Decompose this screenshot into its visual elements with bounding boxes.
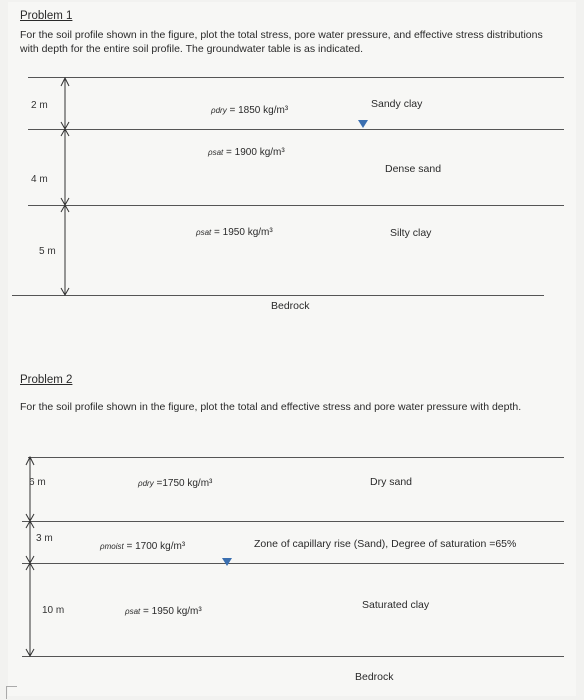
problem1-text: For the soil profile shown in the figure, plot the total stress, pore water pressure, and effective stress distributions with depth for the entire soil profile. The groundwater table is as indicated.: [20, 29, 543, 55]
p2-depth-1: 6 m: [29, 477, 46, 488]
p1-depth-3: 5 m: [39, 246, 56, 257]
p1-soil-3: Silty clay: [390, 227, 432, 239]
p2-density-2: ρmoist = 1700 kg/m³: [100, 541, 186, 552]
p1-density-2: ρsat = 1900 kg/m³: [208, 147, 285, 158]
p2-soil-2: Zone of capillary rise (Sand), Degree of saturation =65%: [254, 538, 517, 550]
problem1-heading: Problem 1: [20, 10, 73, 22]
p1-depth-1: 2 m: [31, 100, 48, 111]
p1-soil-1: Sandy clay: [371, 98, 423, 110]
p1-bedrock-label: Bedrock: [271, 300, 310, 312]
page-corner-mark: [6, 686, 17, 699]
p2-depth-3: 10 m: [42, 605, 65, 616]
p2-bedrock-label: Bedrock: [355, 671, 394, 683]
dimension-arrows: [8, 2, 576, 696]
p1-density-3: ρsat = 1950 kg/m³: [196, 227, 273, 238]
p1-soil-2: Dense sand: [385, 163, 442, 175]
p2-density-3: ρsat = 1950 kg/m³: [125, 606, 202, 617]
p2-depth-2: 3 m: [36, 533, 53, 544]
p1-density-1: ρdry = 1850 kg/m³: [211, 105, 289, 116]
p2-density-1: ρdry =1750 kg/m³: [138, 478, 213, 489]
p2-soil-3: Saturated clay: [362, 599, 430, 611]
problem2-text: For the soil profile shown in the figure, plot the total and effective stress and pore water pressure with depth.: [20, 401, 522, 413]
p2-soil-1: Dry sand: [370, 476, 413, 488]
problem2-heading: Problem 2: [20, 374, 73, 386]
p1-depth-2: 4 m: [31, 174, 48, 185]
document-page: [8, 2, 576, 696]
